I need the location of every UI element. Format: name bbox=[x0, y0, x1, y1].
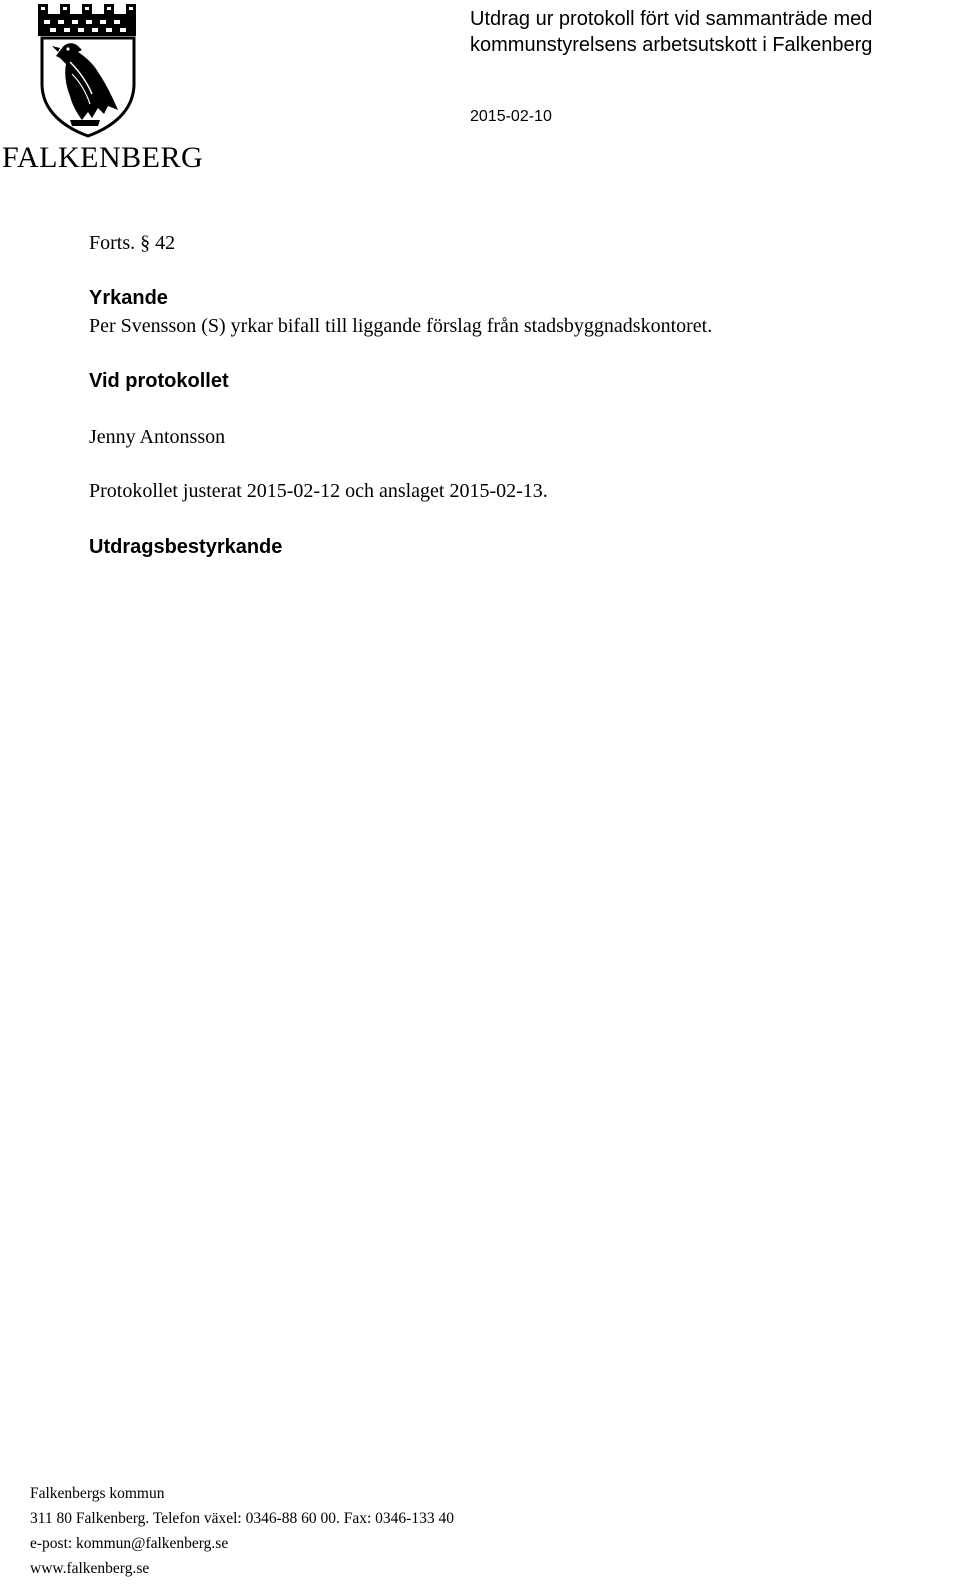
document-title-line-1: Utdrag ur protokoll fört vid sammanträde med bbox=[470, 8, 873, 30]
certification-heading: Utdragsbestyrkande bbox=[89, 536, 283, 558]
falcon-coat-of-arms-icon bbox=[0, 0, 180, 140]
municipality-logo bbox=[0, 0, 204, 180]
document-title bbox=[470, 6, 872, 58]
logo-wordmark: FALKENBERG bbox=[2, 141, 204, 174]
footer-org: Falkenbergs kommun bbox=[30, 1485, 165, 1502]
footer-address: 311 80 Falkenberg. Telefon växel: 0346-88 60 00. Fax: 0346-133 40 bbox=[30, 1510, 454, 1527]
footer-email: e-post: kommun@falkenberg.se bbox=[30, 1535, 229, 1552]
justification-text: Protokollet justerat 2015-02-12 och anslaget 2015-02-13. bbox=[89, 480, 548, 502]
footer bbox=[30, 1481, 454, 1581]
yrkande-text: Per Svensson (S) yrkar bifall till liggande förslag från stadsbyggnadskontoret. bbox=[89, 315, 713, 337]
vid-protokollet-heading: Vid protokollet bbox=[89, 370, 229, 392]
yrkande-heading: Yrkande bbox=[89, 287, 168, 309]
document-title-line-2: kommunstyrelsens arbetsutskott i Falkenberg bbox=[470, 34, 873, 56]
footer-website: www.falkenberg.se bbox=[30, 1560, 150, 1577]
meeting-date: 2015-02-10 bbox=[470, 108, 552, 125]
paragraph-continuation: Forts. § 42 bbox=[89, 232, 176, 254]
secretary-name: Jenny Antonsson bbox=[89, 426, 226, 448]
